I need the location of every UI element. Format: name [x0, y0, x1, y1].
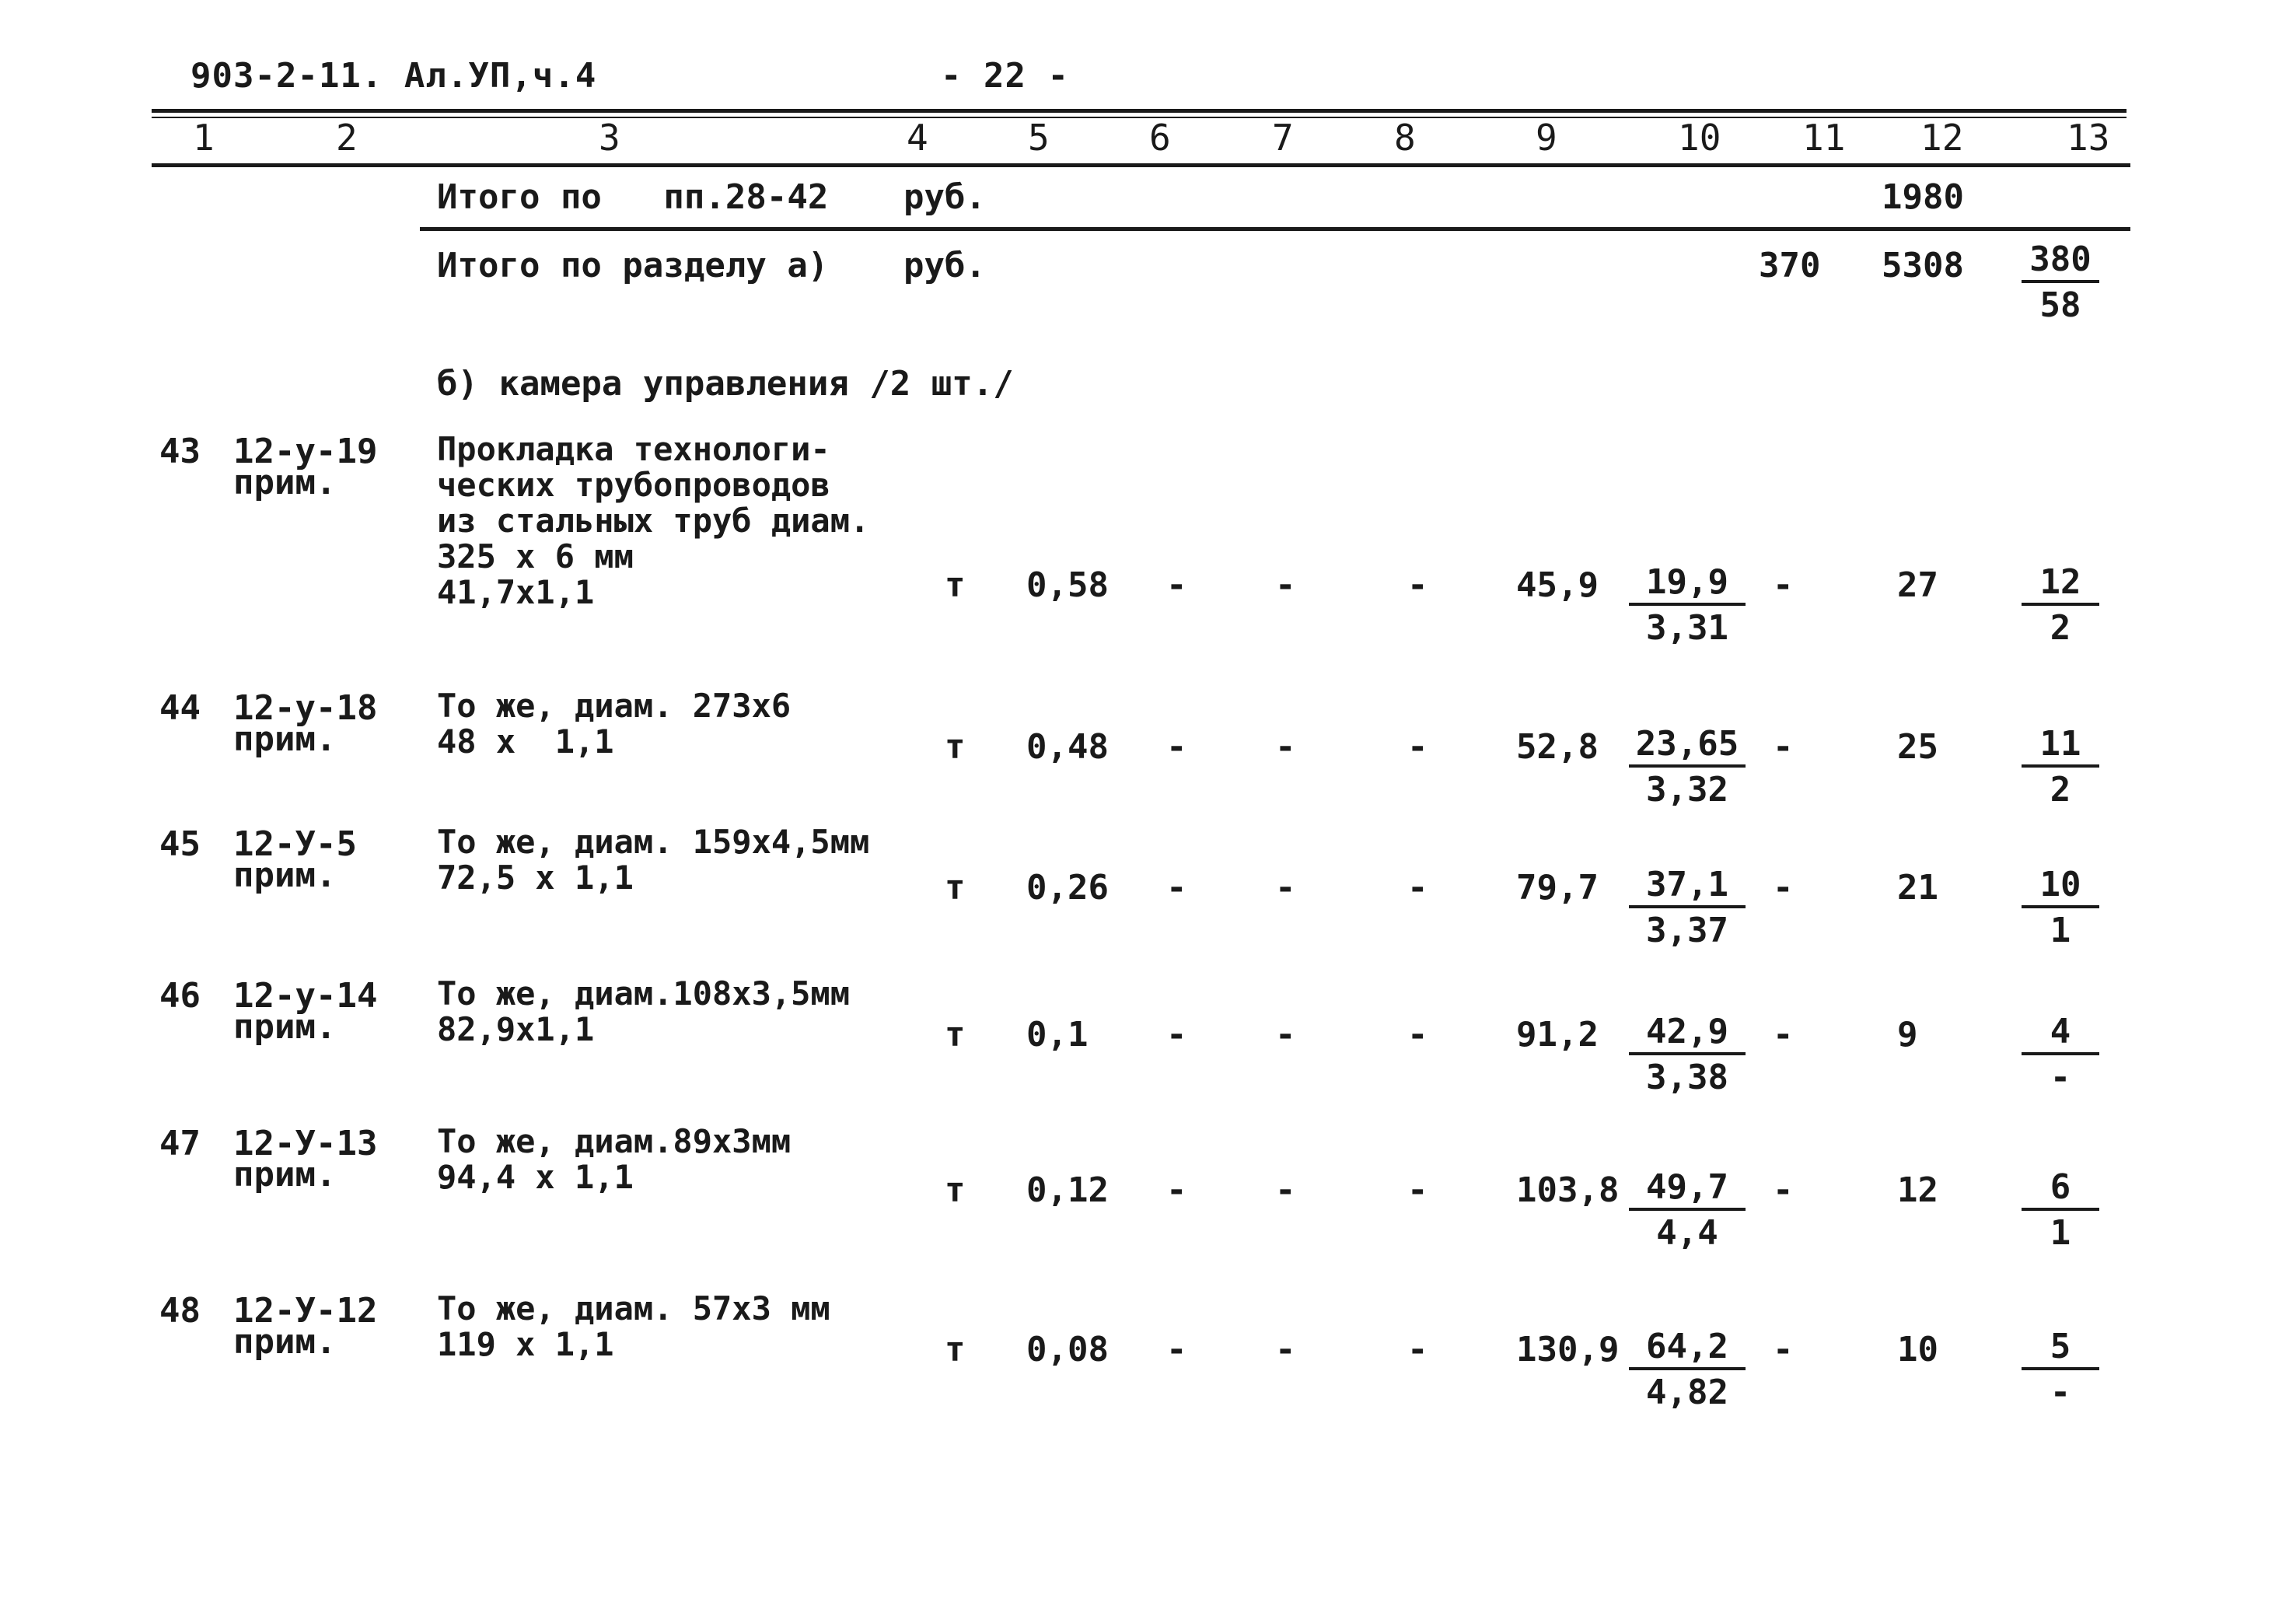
col10-top: 19,9 [1629, 562, 1746, 606]
col10-fraction [1629, 1012, 1746, 1100]
col12-value: 27 [1897, 565, 1938, 605]
col10-bottom: 4,4 [1656, 1213, 1718, 1253]
section-title: б) камера управления /2 шт./ [437, 364, 1014, 404]
subtotal-unit: руб. [903, 177, 986, 217]
col13-fraction [2022, 562, 2099, 651]
col11-value: - [1773, 727, 1794, 767]
col10-bottom: 3,37 [1646, 911, 1728, 950]
rate-code: 12-У-13 [233, 1124, 378, 1163]
col-num-3: 3 [599, 117, 620, 159]
subtotal-label: Итого по пп.28-42 [437, 177, 829, 217]
col-num-13: 13 [2067, 117, 2110, 159]
row-number: 47 [159, 1124, 201, 1163]
col13-bottom: 1 [2050, 911, 2071, 950]
col6-value: - [1166, 1170, 1187, 1210]
col13-fraction [2022, 1327, 2099, 1415]
rate-code: 12-у-19 [233, 432, 378, 471]
unit-of-measure: т [945, 868, 966, 908]
row-number: 44 [159, 688, 201, 728]
col10-bottom: 4,82 [1646, 1373, 1728, 1412]
rate-code: 12-у-18 [233, 688, 378, 728]
col7-value: - [1275, 868, 1296, 908]
section-total-col13-top: 380 [2022, 240, 2099, 283]
col7-value: - [1275, 565, 1296, 605]
rate-code-note: прим. [233, 855, 337, 895]
col12-value: 10 [1897, 1330, 1938, 1369]
col-num-10: 10 [1678, 117, 1721, 159]
row-number: 48 [159, 1291, 201, 1331]
col8-value: - [1407, 1170, 1428, 1210]
col10-top: 42,9 [1629, 1012, 1746, 1055]
col12-value: 12 [1897, 1170, 1938, 1210]
col11-value: - [1773, 1015, 1794, 1055]
col9-value: 91,2 [1516, 1015, 1599, 1055]
col7-value: - [1275, 1170, 1296, 1210]
unit-of-measure: т [945, 1330, 966, 1369]
section-total-col11: 370 [1759, 246, 1821, 285]
unit-of-measure: т [945, 727, 966, 767]
col-num-12: 12 [1920, 117, 1964, 159]
col6-value: - [1166, 1330, 1187, 1369]
col13-bottom: 2 [2050, 770, 2071, 810]
rate-code: 12-У-12 [233, 1291, 378, 1331]
section-total-col13-bottom: 58 [2039, 285, 2081, 325]
col6-value: - [1166, 868, 1187, 908]
col11-value: - [1773, 565, 1794, 605]
quantity: 0,58 [1026, 565, 1109, 605]
rate-code-note: прим. [233, 1322, 337, 1362]
rate-code-note: прим. [233, 463, 337, 502]
col10-fraction [1629, 562, 1746, 651]
col13-top: 6 [2022, 1167, 2099, 1211]
quantity: 0,12 [1026, 1170, 1109, 1210]
unit-of-measure: т [945, 1170, 966, 1210]
rate-code-note: прим. [233, 1155, 337, 1195]
col13-top: 10 [2022, 865, 2099, 908]
col7-value: - [1275, 1330, 1296, 1369]
col13-top: 5 [2022, 1327, 2099, 1370]
col9-value: 130,9 [1516, 1330, 1620, 1369]
col12-value: 9 [1897, 1015, 1918, 1055]
work-description: То же, диам. 273x6 48 x 1,1 [437, 687, 792, 761]
page-number: - 22 - [941, 56, 1069, 96]
col9-value: 103,8 [1516, 1170, 1620, 1210]
col10-bottom: 3,31 [1646, 608, 1728, 648]
col6-value: - [1166, 1015, 1187, 1055]
rate-code-note: прим. [233, 719, 337, 759]
subtotal-divider [420, 227, 2130, 231]
unit-of-measure: т [945, 565, 966, 605]
col10-top: 64,2 [1629, 1327, 1746, 1370]
row-number: 43 [159, 432, 201, 471]
work-description: То же, диам. 159x4,5мм 72,5 x 1,1 [437, 823, 870, 897]
col12-value: 21 [1897, 868, 1938, 908]
col9-value: 79,7 [1516, 868, 1599, 908]
col-num-1: 1 [193, 117, 215, 159]
col13-bottom: 1 [2050, 1213, 2071, 1253]
col11-value: - [1773, 1330, 1794, 1369]
document-reference: 903-2-11. Ал.УП,ч.4 [190, 56, 597, 96]
col-num-8: 8 [1394, 117, 1416, 159]
col10-top: 37,1 [1629, 865, 1746, 908]
col13-fraction [2022, 724, 2099, 813]
col10-fraction [1629, 1167, 1746, 1256]
col9-value: 52,8 [1516, 727, 1599, 767]
section-total-label: Итого по разделу а) [437, 246, 829, 285]
rate-code: 12-У-5 [233, 824, 357, 864]
col-num-7: 7 [1272, 117, 1294, 159]
section-total-col12: 5308 [1882, 246, 1964, 285]
row-number: 46 [159, 976, 201, 1016]
rate-code: 12-у-14 [233, 976, 378, 1016]
col10-top: 49,7 [1629, 1167, 1746, 1211]
col13-bottom: - [2050, 1058, 2071, 1097]
col8-value: - [1407, 1015, 1428, 1055]
col10-bottom: 3,32 [1646, 770, 1728, 810]
col10-top: 23,65 [1629, 724, 1746, 768]
quantity: 0,48 [1026, 727, 1109, 767]
col7-value: - [1275, 1015, 1296, 1055]
col13-top: 11 [2022, 724, 2099, 768]
col13-top: 4 [2022, 1012, 2099, 1055]
work-description: То же, диам.108x3,5мм 82,9x1,1 [437, 974, 851, 1048]
subtotal-col12: 1980 [1882, 177, 1964, 217]
col6-value: - [1166, 565, 1187, 605]
work-description: Прокладка технологи- ческих трубопроводов из стальных труб диам. 325 x 6 мм 41,7x1,1 [437, 430, 870, 611]
col6-value: - [1166, 727, 1187, 767]
column-number-bottom-rule [152, 163, 2130, 167]
col8-value: - [1407, 1330, 1428, 1369]
col-num-4: 4 [907, 117, 928, 159]
work-description: То же, диам.89x3мм 94,4 x 1,1 [437, 1122, 792, 1196]
col13-fraction [2022, 1167, 2099, 1256]
col8-value: - [1407, 727, 1428, 767]
col11-value: - [1773, 1170, 1794, 1210]
col7-value: - [1275, 727, 1296, 767]
col13-top: 12 [2022, 562, 2099, 606]
work-description: То же, диам. 57x3 мм 119 x 1,1 [437, 1289, 830, 1363]
col-num-5: 5 [1028, 117, 1050, 159]
quantity: 0,1 [1026, 1015, 1089, 1055]
quantity: 0,08 [1026, 1330, 1109, 1369]
rate-code-note: прим. [233, 1007, 337, 1047]
col11-value: - [1773, 868, 1794, 908]
col-num-6: 6 [1149, 117, 1171, 159]
col-num-11: 11 [1802, 117, 1846, 159]
col-num-9: 9 [1536, 117, 1557, 159]
col12-value: 25 [1897, 727, 1938, 767]
row-number: 45 [159, 824, 201, 864]
section-total-unit: руб. [903, 246, 986, 285]
section-total-col13-fraction [2022, 240, 2099, 328]
col10-bottom: 3,38 [1646, 1058, 1728, 1097]
col10-fraction [1629, 1327, 1746, 1415]
col10-fraction [1629, 865, 1746, 953]
col8-value: - [1407, 565, 1428, 605]
unit-of-measure: т [945, 1015, 966, 1055]
col-num-2: 2 [336, 117, 358, 159]
col13-fraction [2022, 865, 2099, 953]
col13-bottom: - [2050, 1373, 2071, 1412]
quantity: 0,26 [1026, 868, 1109, 908]
header-top-rule [152, 109, 2127, 113]
col8-value: - [1407, 868, 1428, 908]
col13-fraction [2022, 1012, 2099, 1100]
col13-bottom: 2 [2050, 608, 2071, 648]
col10-fraction [1629, 724, 1746, 813]
col9-value: 45,9 [1516, 565, 1599, 605]
